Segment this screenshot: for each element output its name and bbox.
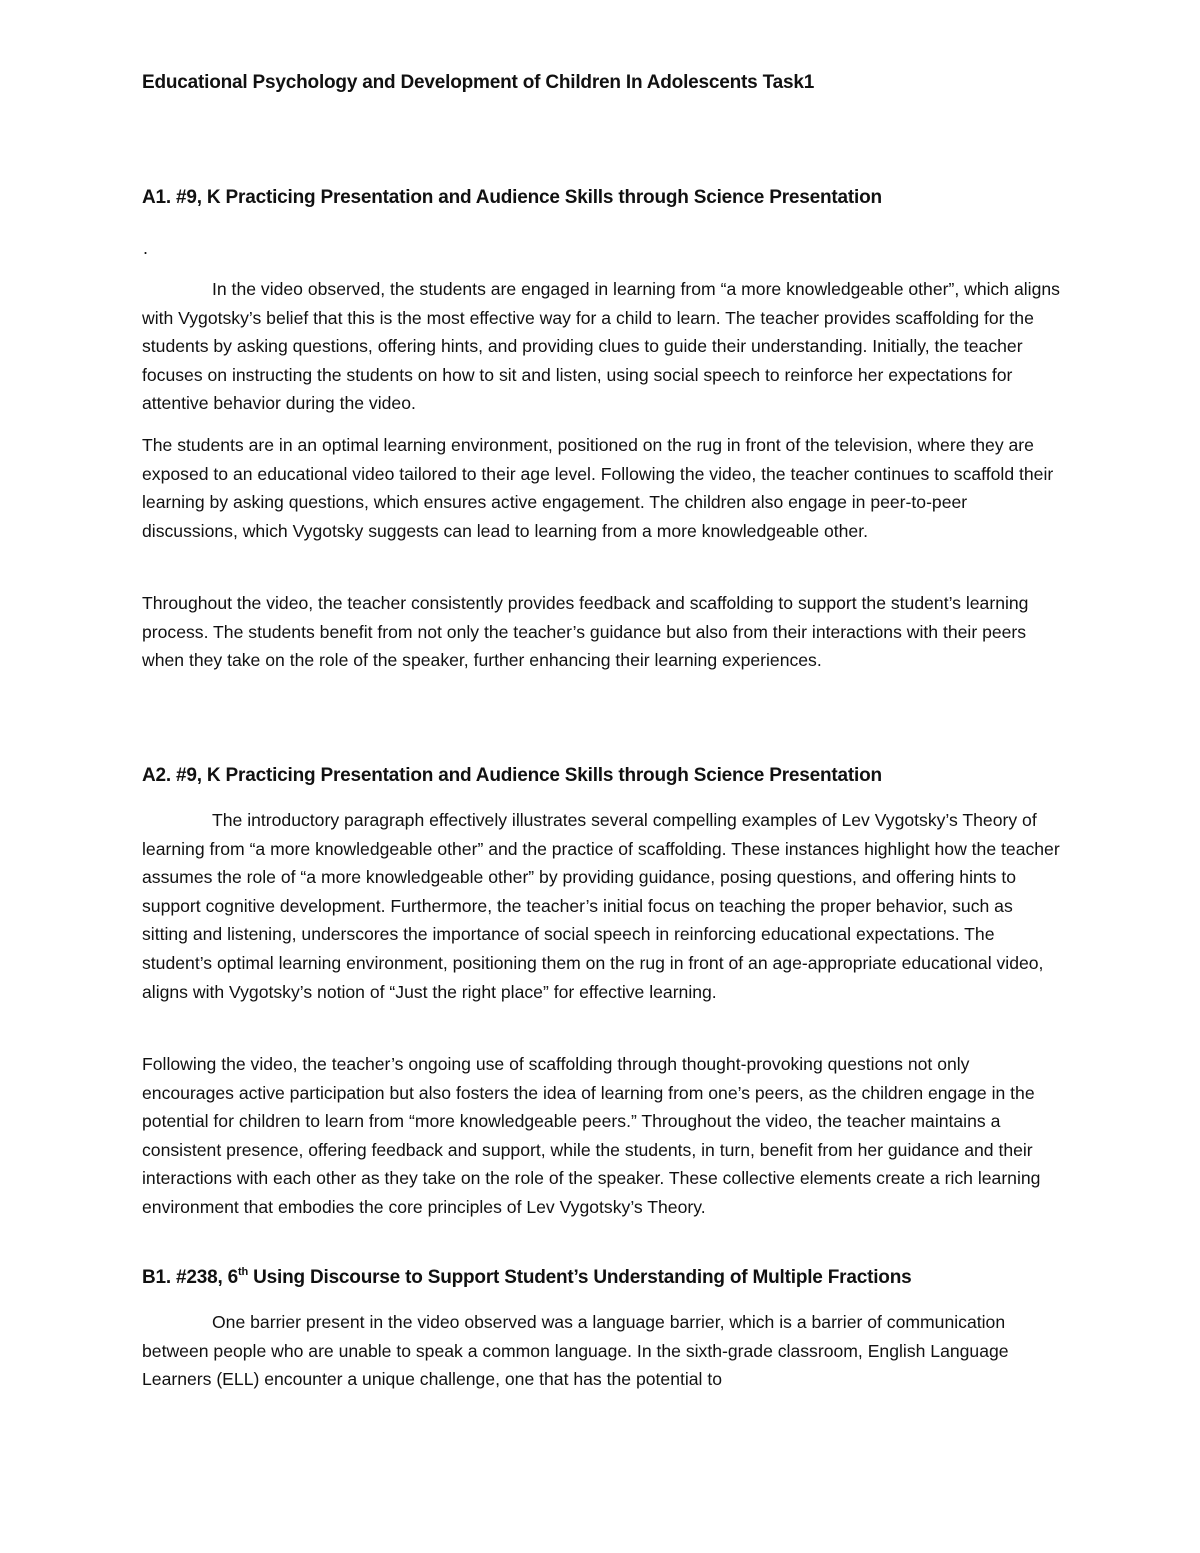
- paragraph-b1-1: One barrier present in the video observed was a language barrier, which is a barrier of communication between people who are unable to speak a common language. In the sixth-grade classroom, English Language Learners (ELL) encounter a unique challenge, one that has the potential to: [142, 1312, 1009, 1390]
- paragraph-a2-2: Following the video, the teacher’s ongoing use of scaffolding through thought-provoking questions not only encourages active participation but also fosters the idea of learning from one’s peers, as the children engage in the potential for children to learn from “more knowledgeable peers.” Throughout the video, the teacher maintains a consistent presence, offering feedback and support, while the students, in turn, benefit from her guidance and their interactions with each other as they take on the role of the speaker. These collective elements create a rich learning environment that embodies the core principles of Lev Vygotsky’s Theory.: [142, 1054, 1041, 1217]
- section-heading-b1: [142, 1267, 911, 1289]
- document-title: Educational Psychology and Development of Children In Adolescents Task1: [142, 72, 815, 93]
- section-heading-a1: A1. #9, K Practicing Presentation and Audience Skills through Science Presentation: [142, 187, 882, 208]
- paragraph-a1-1: In the video observed, the students are engaged in learning from “a more knowledgeable other”, which aligns with Vygotsky’s belief that this is the most effective way for a child to learn. The teacher provides scaffolding for the students by asking questions, offering hints, and providing clues to guide their understanding. Initially, the teacher focuses on instructing the students on how to sit and listen, using social speech to reinforce her expectations for attentive behavior during the video.: [142, 279, 1060, 414]
- paragraph-a2-1: The introductory paragraph effectively illustrates several compelling examples of Lev Vygotsky’s Theory of learning from “a more knowledgeable other” and the practice of scaffolding. These instances highlight how the teacher assumes the role of “a more knowledgeable other” by providing guidance, posing questions, and offering hints to support cognitive development. Furthermore, the teacher’s initial focus on teaching the proper behavior, such as sitting and listening, underscores the importance of social speech in reinforcing educational expectations. The student’s optimal learning environment, positioning them on the rug in front of an age-appropriate educational video, aligns with Vygotsky’s notion of “Just the right place” for effective learning.: [142, 810, 1060, 1002]
- paragraph-a1-2: The students are in an optimal learning environment, positioned on the rug in front of the television, where they are exposed to an educational video tailored to their age level. Following the video, the teacher continues to scaffold their learning by asking questions, which ensures active engagement. The children also engage in peer-to-peer discussions, which Vygotsky suggests can lead to learning from a more knowledgeable other.: [142, 435, 1054, 541]
- section-heading-a2: A2. #9, K Practicing Presentation and Audience Skills through Science Presentation: [142, 765, 882, 786]
- stray-mark: .: [143, 238, 149, 258]
- section-heading-b1-prefix: B1. #238, 6: [142, 1267, 239, 1288]
- section-heading-b1-superscript: th: [238, 1266, 249, 1278]
- section-heading-b1-suffix: Using Discourse to Support Student’s Understanding of Multiple Fractions: [248, 1267, 912, 1288]
- paragraph-a1-3: Throughout the video, the teacher consistently provides feedback and scaffolding to support the student’s learning process. The students benefit from not only the teacher’s guidance but also from their interactions with their peers when they take on the role of the speaker, further enhancing their learning experiences.: [142, 593, 1029, 671]
